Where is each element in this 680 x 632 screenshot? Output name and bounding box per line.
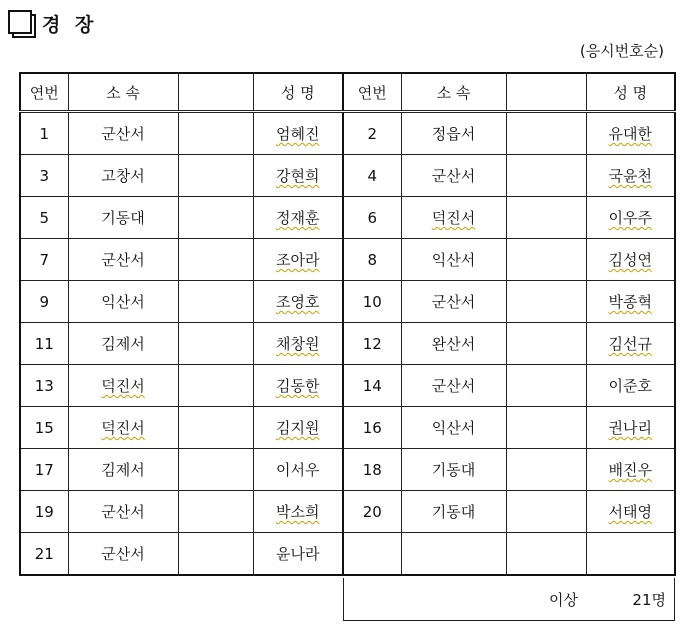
col-header-name-right: 성 명	[586, 73, 675, 112]
section-heading	[8, 8, 97, 38]
cell-no-right	[343, 407, 401, 449]
affiliation-name: 김제서	[101, 335, 145, 353]
person-name: 권나리	[608, 419, 652, 437]
affiliation-name: 군산서	[431, 167, 476, 185]
affiliation-name: 덕진서	[431, 209, 476, 227]
cell-name-left	[253, 281, 343, 323]
table-row	[20, 155, 675, 197]
cell-blank-right	[506, 491, 586, 533]
cell-name-right	[586, 491, 675, 533]
person-name: 엄혜진	[276, 125, 320, 143]
cell-blank-right	[506, 323, 586, 365]
row-number: 6	[367, 208, 378, 227]
affiliation-name: 익산서	[431, 251, 476, 269]
table-row	[20, 491, 675, 533]
table-row	[20, 323, 675, 365]
person-name: 김동한	[276, 377, 320, 395]
table-row	[20, 281, 675, 323]
row-number: 5	[39, 208, 50, 227]
person-name: 이우주	[608, 209, 652, 227]
cell-name-left	[253, 112, 343, 155]
person-name: 이서우	[276, 461, 320, 479]
cell-no-right	[343, 239, 401, 281]
affiliation-name: 덕진서	[101, 419, 145, 437]
cell-affiliation-left	[68, 155, 178, 197]
affiliation-name: 군산서	[101, 545, 145, 563]
row-number: 3	[39, 166, 50, 185]
footer-summary	[343, 578, 675, 621]
person-name: 서태영	[608, 503, 652, 521]
cell-affiliation-left	[68, 239, 178, 281]
row-number: 15	[34, 418, 54, 437]
col-header-affiliation-left: 소 속	[68, 73, 178, 112]
col-header-blank-right	[506, 73, 586, 112]
person-name: 윤나라	[276, 545, 320, 563]
table-row	[20, 239, 675, 281]
cell-affiliation-left	[68, 533, 178, 576]
cell-affiliation-left	[68, 449, 178, 491]
cell-blank-right	[506, 112, 586, 155]
table-body	[20, 112, 675, 576]
cell-blank-left	[178, 323, 253, 365]
person-name: 조아라	[276, 251, 320, 269]
cell-affiliation-left	[68, 491, 178, 533]
cell-name-right	[586, 449, 675, 491]
cell-blank-right	[506, 533, 586, 576]
row-number: 4	[367, 166, 378, 185]
row-number: 16	[362, 418, 382, 437]
person-name: 김성연	[608, 251, 652, 269]
person-name: 채창원	[276, 335, 320, 353]
cell-blank-left	[178, 281, 253, 323]
cell-affiliation-right	[401, 491, 506, 533]
row-number: 7	[39, 250, 50, 269]
cell-blank-right	[506, 281, 586, 323]
cell-no-left	[20, 112, 68, 155]
cell-name-right	[586, 407, 675, 449]
cell-no-right	[343, 112, 401, 155]
affiliation-name: 군산서	[431, 293, 476, 311]
affiliation-name: 김제서	[101, 461, 145, 479]
col-header-no-left: 연번	[20, 73, 68, 112]
col-header-blank-left	[178, 73, 253, 112]
row-number: 11	[34, 334, 54, 353]
cell-affiliation-left	[68, 197, 178, 239]
affiliation-name: 군산서	[101, 503, 145, 521]
cell-name-right	[586, 365, 675, 407]
cell-no-right	[343, 365, 401, 407]
cell-affiliation-left	[68, 407, 178, 449]
cell-blank-left	[178, 239, 253, 281]
person-name: 정재훈	[276, 209, 320, 227]
person-name: 유대한	[608, 125, 652, 143]
cell-no-right	[343, 449, 401, 491]
cell-affiliation-right	[401, 449, 506, 491]
cell-name-left	[253, 365, 343, 407]
affiliation-name: 군산서	[101, 125, 145, 143]
cell-blank-right	[506, 449, 586, 491]
cell-affiliation-right	[401, 239, 506, 281]
cell-blank-left	[178, 197, 253, 239]
cell-name-right	[586, 239, 675, 281]
cell-blank-right	[506, 407, 586, 449]
cell-name-right	[586, 533, 675, 576]
person-name: 강현희	[276, 167, 320, 185]
cell-no-right	[343, 491, 401, 533]
affiliation-name: 고창서	[101, 167, 145, 185]
cell-no-left	[20, 449, 68, 491]
table-row	[20, 407, 675, 449]
person-name: 이준호	[608, 377, 652, 395]
cell-name-left	[253, 239, 343, 281]
table-row	[20, 112, 675, 155]
affiliation-name: 익산서	[101, 293, 145, 311]
person-name: 국윤천	[608, 167, 652, 185]
order-note: (응시번호순)	[579, 42, 664, 60]
affiliation-name: 기동대	[101, 209, 145, 227]
cell-name-right	[586, 323, 675, 365]
cell-affiliation-right	[401, 197, 506, 239]
row-number: 17	[34, 460, 54, 479]
cell-name-right	[586, 281, 675, 323]
table-row	[20, 365, 675, 407]
cell-affiliation-left	[68, 112, 178, 155]
affiliation-name: 기동대	[431, 503, 476, 521]
cell-no-left	[20, 239, 68, 281]
table-header-row	[20, 73, 675, 112]
cell-blank-left	[178, 365, 253, 407]
row-number: 1	[39, 124, 50, 143]
person-name: 김선규	[608, 335, 652, 353]
cell-affiliation-right	[401, 281, 506, 323]
cell-blank-right	[506, 365, 586, 407]
cell-name-left	[253, 407, 343, 449]
cell-blank-left	[178, 449, 253, 491]
cell-no-right	[343, 155, 401, 197]
cell-name-left	[253, 323, 343, 365]
cell-blank-left	[178, 407, 253, 449]
cell-affiliation-right	[401, 155, 506, 197]
cell-blank-left	[178, 533, 253, 576]
cell-affiliation-left	[68, 323, 178, 365]
roster-table	[19, 72, 676, 576]
affiliation-name: 군산서	[101, 251, 145, 269]
cell-no-right	[343, 281, 401, 323]
person-name: 박종혁	[608, 293, 652, 311]
cell-affiliation-left	[68, 365, 178, 407]
affiliation-name: 기동대	[431, 461, 476, 479]
cell-blank-left	[178, 155, 253, 197]
cell-no-right	[343, 323, 401, 365]
row-number: 14	[362, 376, 382, 395]
row-number: 13	[34, 376, 54, 395]
cell-affiliation-right	[401, 365, 506, 407]
cell-blank-left	[178, 491, 253, 533]
cell-affiliation-right	[401, 112, 506, 155]
row-number: 21	[34, 544, 54, 563]
cell-name-right	[586, 197, 675, 239]
affiliation-name: 군산서	[431, 377, 476, 395]
table-row	[20, 449, 675, 491]
col-header-no-right: 연번	[343, 73, 401, 112]
affiliation-name: 익산서	[431, 419, 476, 437]
affiliation-name: 완산서	[431, 335, 476, 353]
cell-affiliation-right	[401, 323, 506, 365]
footer-count: 21명	[632, 591, 666, 609]
footer-label: 이상	[549, 591, 578, 609]
row-number: 9	[39, 292, 50, 311]
cell-no-left	[20, 365, 68, 407]
cell-no-left	[20, 197, 68, 239]
col-header-name-left: 성 명	[253, 73, 343, 112]
row-number: 18	[362, 460, 382, 479]
row-number: 8	[367, 250, 378, 269]
row-number: 12	[362, 334, 382, 353]
affiliation-name: 정읍서	[431, 125, 476, 143]
cell-name-right	[586, 155, 675, 197]
cell-affiliation-left	[68, 281, 178, 323]
row-number: 19	[34, 502, 54, 521]
cell-affiliation-right	[401, 407, 506, 449]
cell-name-left	[253, 197, 343, 239]
cell-name-right	[586, 112, 675, 155]
cell-no-left	[20, 281, 68, 323]
cell-no-left	[20, 533, 68, 576]
cell-blank-right	[506, 155, 586, 197]
box-bullet-icon	[8, 10, 34, 36]
row-number: 2	[367, 124, 378, 143]
person-name: 김지원	[276, 419, 320, 437]
cell-no-left	[20, 323, 68, 365]
cell-blank-right	[506, 239, 586, 281]
person-name: 박소희	[276, 503, 320, 521]
cell-affiliation-right	[401, 533, 506, 576]
row-number: 10	[362, 292, 382, 311]
page-title: 경 장	[42, 13, 98, 36]
person-name: 배진우	[608, 461, 652, 479]
cell-blank-right	[506, 197, 586, 239]
cell-name-left	[253, 533, 343, 576]
affiliation-name: 덕진서	[101, 377, 145, 395]
cell-name-left	[253, 449, 343, 491]
cell-name-left	[253, 491, 343, 533]
cell-no-left	[20, 155, 68, 197]
row-number: 20	[362, 502, 382, 521]
table-row	[20, 533, 675, 576]
cell-blank-left	[178, 112, 253, 155]
col-header-affiliation-right: 소 속	[401, 73, 506, 112]
person-name: 조영호	[276, 293, 320, 311]
cell-no-left	[20, 491, 68, 533]
cell-name-left	[253, 155, 343, 197]
cell-no-right	[343, 533, 401, 576]
table-row	[20, 197, 675, 239]
cell-no-left	[20, 407, 68, 449]
cell-no-right	[343, 197, 401, 239]
